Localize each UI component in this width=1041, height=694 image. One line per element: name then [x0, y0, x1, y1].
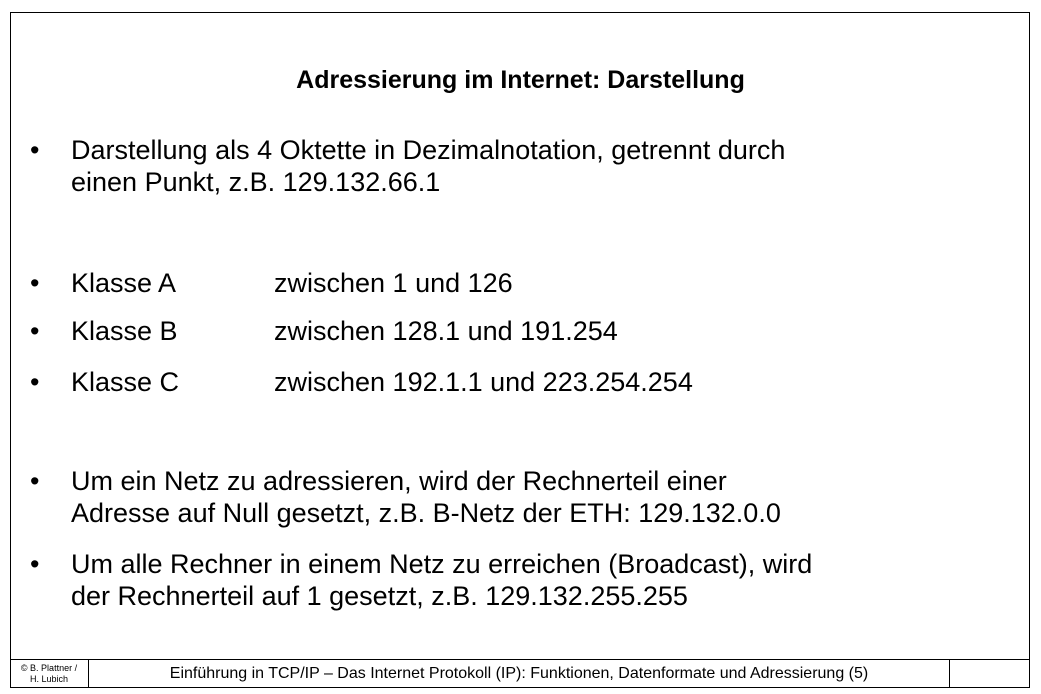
copyright-line: © B. Plattner / [20, 663, 78, 673]
class-label: Klasse C [71, 367, 180, 397]
class-label: Klasse A [71, 268, 177, 298]
bullet-marker: • [30, 135, 40, 165]
class-label: Klasse B [71, 316, 178, 346]
bullet-text-line: Adresse auf Null gesetzt, z.B. B-Netz der ETH: 129.132.0.0 [71, 498, 781, 528]
bullet-marker: • [30, 549, 40, 579]
bullet-text-line: der Rechnerteil auf 1 gesetzt, z.B. 129.132.255.255 [71, 581, 688, 611]
bullet-text-line: einen Punkt, z.B. 129.132.66.1 [71, 167, 441, 197]
bullet-marker: • [30, 367, 40, 397]
class-range: zwischen 128.1 und 191.254 [274, 316, 618, 346]
slide-footer [10, 659, 1030, 688]
footer-caption: Einführung in TCP/IP – Das Internet Protokoll (IP): Funktionen, Datenformate und Adressierung (5) [89, 660, 950, 688]
bullet-marker: • [30, 466, 40, 496]
bullet-text-line: Um alle Rechner in einem Netz zu erreichen (Broadcast), wird [71, 549, 813, 579]
slide-title: Adressierung im Internet: Darstellung [296, 66, 745, 94]
class-range: zwischen 1 und 126 [274, 268, 513, 298]
bullet-marker: • [30, 316, 40, 346]
class-range: zwischen 192.1.1 und 223.254.254 [274, 367, 693, 397]
copyright-line: H. Lubich [29, 674, 69, 684]
bullet-text-line: Darstellung als 4 Oktette in Dezimalnotation, getrennt durch [71, 135, 786, 165]
bullet-marker: • [30, 268, 40, 298]
copyright-notice [10, 660, 89, 688]
bullet-text-line: Um ein Netz zu adressieren, wird der Rechnerteil einer [71, 466, 727, 496]
